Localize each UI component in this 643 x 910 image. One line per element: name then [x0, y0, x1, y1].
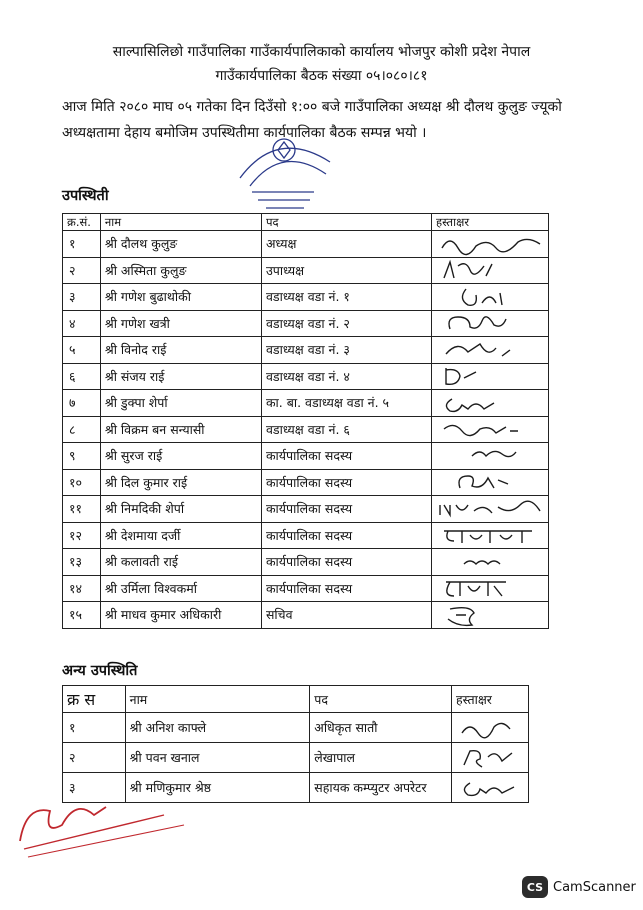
row-sn: २	[63, 743, 126, 773]
row-sn: १३	[63, 549, 101, 576]
signature-image	[456, 745, 524, 771]
signature-image	[436, 285, 544, 309]
row-name: श्री मणिकुमार श्रेष्ठ	[125, 773, 310, 803]
signature-cell	[431, 496, 548, 523]
row-sn: ६	[63, 363, 101, 390]
intro-paragraph: आज मिति २०८० माघ ०५ गतेका दिन दिउँसो १:०० बजे गाउँपालिका अध्यक्ष श्री दौलथ कुलुङ ज्यूको अध्यक्षतामा देहाय बमोजिम उपस्थितीमा कार्यपालिका बैठक सम्पन्न भयो ।	[62, 99, 562, 141]
signature-image	[436, 391, 544, 415]
row-sn: ५	[63, 337, 101, 364]
row-post: सचिव	[261, 602, 431, 629]
row-name: श्री गणेश खत्री	[100, 310, 261, 337]
row-name: श्री उर्मिला विश्वकर्मा	[100, 575, 261, 602]
signature-image	[436, 311, 544, 335]
signature-cell	[431, 231, 548, 258]
col-header-signature: हस्ताक्षर	[431, 214, 548, 231]
row-post: कार्यपालिका सदस्य	[261, 469, 431, 496]
row-post: सहायक कम्प्युटर अपरेटर	[310, 773, 452, 803]
camscanner-logo-icon: CS	[522, 876, 548, 898]
row-post: कार्यपालिका सदस्य	[261, 549, 431, 576]
table-row	[63, 284, 549, 311]
officer-seal	[14, 795, 204, 863]
row-post: लेखापाल	[310, 743, 452, 773]
row-post: वडाध्यक्ष वडा नं. २	[261, 310, 431, 337]
other-attendance-heading: अन्य उपस्थिति	[62, 663, 138, 679]
signature-cell	[431, 390, 548, 417]
signature-cell	[431, 416, 548, 443]
row-post: वडाध्यक्ष वडा नं. ३	[261, 337, 431, 364]
signature-image	[436, 232, 544, 256]
row-post: कार्यपालिका सदस्य	[261, 522, 431, 549]
header-office-line: साल्पासिलिछो गाउँपालिका गाउँकार्यपालिकाको कार्यालय भोजपुर कोशी प्रदेश नेपाल	[112, 44, 531, 60]
signature-image	[436, 497, 544, 521]
row-sn: ४	[63, 310, 101, 337]
table-row	[63, 390, 549, 417]
signature-image	[436, 444, 544, 468]
signature-cell	[431, 257, 548, 284]
row-name: श्री सुरज राई	[100, 443, 261, 470]
row-sn: १	[63, 231, 101, 258]
signature-image	[436, 470, 544, 494]
other-attendance-table	[62, 685, 529, 803]
row-sn: ११	[63, 496, 101, 523]
col-header-sn: क्र स	[63, 686, 126, 713]
row-sn: १२	[63, 522, 101, 549]
row-sn: २	[63, 257, 101, 284]
meeting-number: गाउँकार्यपालिका बैठक संख्या ०५।०८०।८१	[215, 68, 428, 84]
table-row	[63, 469, 549, 496]
row-name: श्री गणेश बुढाथोकी	[100, 284, 261, 311]
signature-image	[436, 338, 544, 362]
table-row	[63, 713, 529, 743]
row-sn: ९	[63, 443, 101, 470]
col-header-post: पद	[310, 686, 452, 713]
table-row	[63, 575, 549, 602]
signature-cell	[431, 337, 548, 364]
row-post: वडाध्यक्ष वडा नं. १	[261, 284, 431, 311]
row-name: श्री देशमाया दर्जी	[100, 522, 261, 549]
table-row	[63, 743, 529, 773]
signature-image	[436, 603, 544, 627]
table-row	[63, 522, 549, 549]
table-row	[63, 443, 549, 470]
col-header-post: पद	[261, 214, 431, 231]
signature-cell	[431, 522, 548, 549]
signature-image	[436, 364, 544, 388]
table-row	[63, 416, 549, 443]
table-header-row	[63, 686, 529, 713]
row-post: वडाध्यक्ष वडा नं. ४	[261, 363, 431, 390]
col-header-signature: हस्ताक्षर	[451, 686, 528, 713]
col-header-sn: क्र.सं.	[63, 214, 101, 231]
signature-cell	[431, 443, 548, 470]
row-sn: १५	[63, 602, 101, 629]
row-post: कार्यपालिका सदस्य	[261, 575, 431, 602]
signature-image	[436, 258, 544, 282]
row-name: श्री कलावती राई	[100, 549, 261, 576]
signature-cell	[451, 713, 528, 743]
signature-cell	[431, 310, 548, 337]
row-post: कार्यपालिका सदस्य	[261, 443, 431, 470]
row-name: श्री माधव कुमार अधिकारी	[100, 602, 261, 629]
signature-image	[436, 550, 544, 574]
camscanner-watermark	[522, 876, 636, 898]
row-sn: १	[63, 713, 126, 743]
row-post: अधिकृत सातौ	[310, 713, 452, 743]
row-post: वडाध्यक्ष वडा नं. ६	[261, 416, 431, 443]
signature-cell	[431, 549, 548, 576]
row-sn: ८	[63, 416, 101, 443]
row-name: श्री निमदिकी शेर्पा	[100, 496, 261, 523]
row-post: का. बा. वडाध्यक्ष वडा नं. ५	[261, 390, 431, 417]
row-sn: ७	[63, 390, 101, 417]
signature-cell	[431, 469, 548, 496]
row-sn: १४	[63, 575, 101, 602]
table-row	[63, 549, 549, 576]
row-name: श्री डुक्पा शेर्पा	[100, 390, 261, 417]
attendance-heading: उपस्थिती	[62, 188, 109, 204]
col-header-name: नाम	[125, 686, 310, 713]
table-row	[63, 310, 549, 337]
row-name: श्री पवन खनाल	[125, 743, 310, 773]
col-header-name: नाम	[100, 214, 261, 231]
table-row	[63, 363, 549, 390]
row-post: उपाध्यक्ष	[261, 257, 431, 284]
signature-cell	[451, 773, 528, 803]
signature-cell	[431, 575, 548, 602]
table-row	[63, 257, 549, 284]
signature-cell	[451, 743, 528, 773]
row-sn: १०	[63, 469, 101, 496]
table-header-row	[63, 214, 549, 231]
attendance-table	[62, 213, 549, 629]
row-name: श्री विनोद राई	[100, 337, 261, 364]
camscanner-label: CamScanner	[553, 879, 636, 895]
row-name: श्री दिल कुमार राई	[100, 469, 261, 496]
row-sn: ३	[63, 284, 101, 311]
row-name: श्री विक्रम बन सन्यासी	[100, 416, 261, 443]
signature-image	[456, 775, 524, 801]
signature-cell	[431, 363, 548, 390]
signature-image	[456, 715, 524, 741]
signature-image	[436, 417, 544, 441]
table-row	[63, 231, 549, 258]
office-stamp	[222, 120, 342, 212]
row-name: श्री अनिश काफ्ले	[125, 713, 310, 743]
row-name: श्री दौलथ कुलुङ	[100, 231, 261, 258]
row-post: अध्यक्ष	[261, 231, 431, 258]
row-sn: ३	[63, 773, 126, 803]
row-post: कार्यपालिका सदस्य	[261, 496, 431, 523]
table-row	[63, 602, 549, 629]
table-row	[63, 337, 549, 364]
signature-cell	[431, 284, 548, 311]
signature-image	[436, 523, 544, 547]
signature-image	[436, 576, 544, 600]
signature-cell	[431, 602, 548, 629]
row-name: श्री संजय राई	[100, 363, 261, 390]
table-row	[63, 496, 549, 523]
row-name: श्री अस्मिता कुलुङ	[100, 257, 261, 284]
